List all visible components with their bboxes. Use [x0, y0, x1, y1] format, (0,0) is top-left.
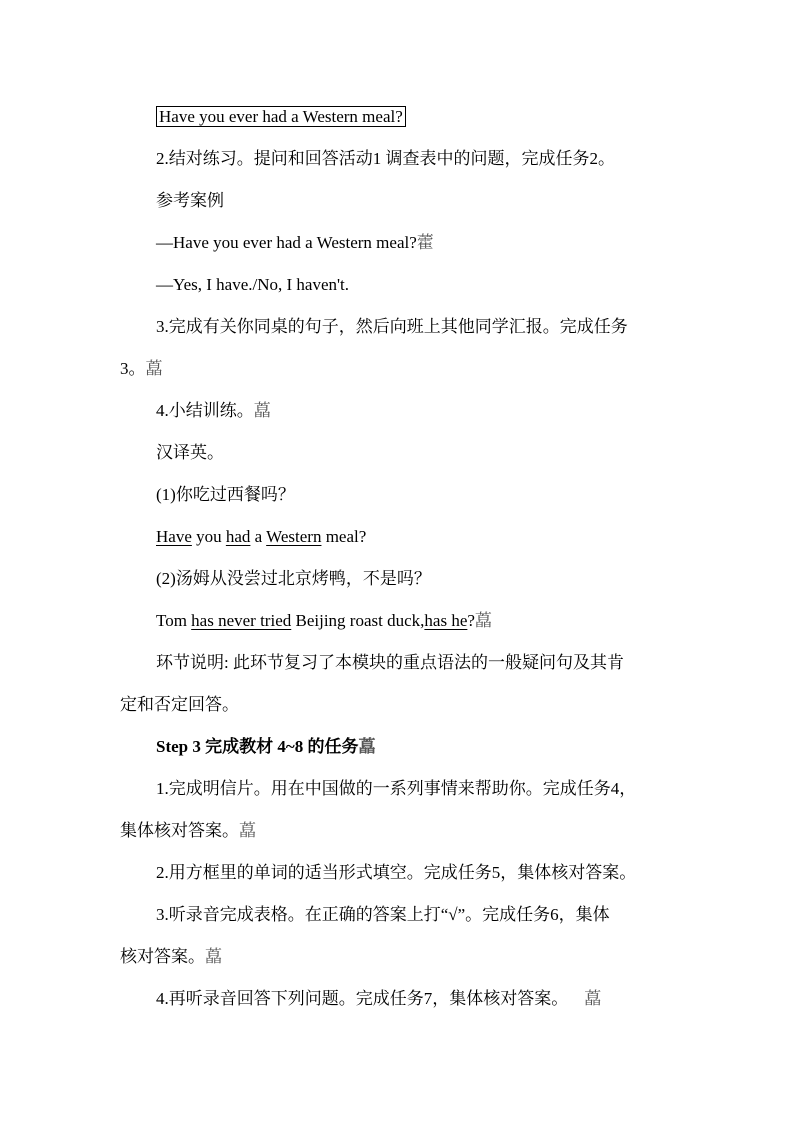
- answer-text: ?: [467, 611, 475, 630]
- answer-text: Tom: [156, 611, 192, 630]
- task-7-text: 4.再听录音回答下列问题。完成任务7，集体核对答案。: [156, 989, 569, 1008]
- paragraph-deskmate-text: 3。: [120, 359, 146, 378]
- marker-glyph: 藠: [145, 359, 163, 378]
- paragraph-deskmate-line2: [120, 358, 163, 380]
- task-6-line1: 3.听录音完成表格。在正确的答案上打“√”。完成任务6，集体: [156, 905, 610, 924]
- boxed-question: [156, 106, 406, 128]
- translate-item-1-prompt: (1)你吃过西餐吗？: [156, 485, 295, 504]
- task-4-text: 集体核对答案。: [120, 821, 239, 840]
- dialogue-question: [156, 232, 434, 254]
- answer-text: meal?: [321, 527, 367, 546]
- section-note-line2: 定和否定回答。: [120, 695, 239, 714]
- task-5-line: 2.用方框里的单词的适当形式填空。完成任务5，集体核对答案。: [156, 863, 637, 882]
- marker-glyph: 藠: [584, 989, 602, 1008]
- answer-text: Beijing roast duck,: [291, 611, 425, 630]
- answer-blank: Western: [266, 527, 322, 546]
- marker-glyph: 藿: [416, 233, 434, 252]
- step-3-heading: [156, 736, 375, 758]
- task-7-line: [156, 988, 601, 1010]
- summary-training: [156, 400, 271, 422]
- task-6-line2: [120, 946, 222, 968]
- task-6-text: 核对答案。: [120, 947, 205, 966]
- paragraph-deskmate-line1: 3.完成有关你同桌的句子，然后向班上其他同学汇报。完成任务: [156, 317, 628, 336]
- marker-glyph: 藠: [253, 401, 271, 420]
- answer-text: a: [250, 527, 267, 546]
- answer-blank: had: [225, 527, 251, 546]
- answer-blank: has never tried: [191, 611, 292, 630]
- section-note-line1: 环节说明: 此环节复习了本模块的重点语法的一般疑问句及其肯: [156, 653, 624, 672]
- marker-glyph: 藠: [239, 821, 256, 840]
- translate-item-2-answer: [156, 610, 492, 632]
- translate-item-1-answer: [156, 526, 366, 548]
- task-4-line2: [120, 820, 256, 842]
- translate-item-2-prompt: (2)汤姆从没尝过北京烤鸭，不是吗？: [156, 569, 431, 588]
- answer-text: you: [191, 527, 226, 546]
- task-4-line1: 1.完成明信片。用在中国做的一系列事情来帮助你。完成任务4，: [156, 779, 637, 798]
- answer-blank: Have: [156, 527, 192, 546]
- boxed-question-text: Have you ever had a Western meal?: [156, 106, 406, 127]
- answer-blank: has he: [424, 611, 468, 630]
- marker-glyph: 藠: [358, 737, 376, 756]
- translate-heading: 汉译英。: [156, 443, 224, 462]
- dialogue-question-text: —Have you ever had a Western meal?: [156, 233, 417, 252]
- reference-example-heading: 参考案例: [156, 191, 224, 210]
- step-3-heading-text: Step 3 完成教材 4~8 的任务: [156, 737, 359, 756]
- marker-glyph: 藠: [205, 947, 222, 966]
- summary-training-text: 4.小结训练。: [156, 401, 254, 420]
- marker-glyph: 藠: [474, 611, 492, 630]
- paragraph-pair-practice: 2.结对练习。提问和回答活动1 调查表中的问题，完成任务2。: [156, 149, 615, 168]
- dialogue-answer: —Yes, I have./No, I haven't.: [156, 275, 350, 294]
